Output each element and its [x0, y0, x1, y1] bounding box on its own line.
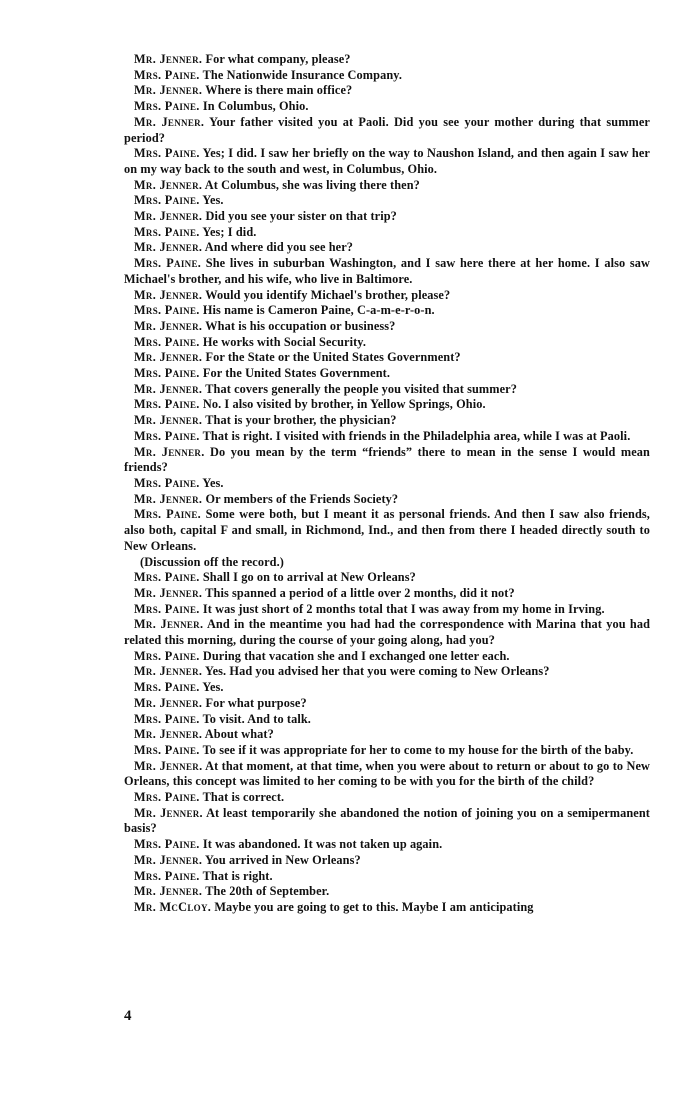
testimony-paragraph: [124, 743, 650, 759]
speech-text: At that moment, at that time, when you were about to return or about to go to New Orleans, this concept was limited to her coming to be with you for the birth of the child?: [124, 758, 651, 789]
testimony-paragraph: [124, 240, 650, 256]
testimony-paragraph: [124, 303, 650, 319]
speech-text: That is right. I visited with friends in the Philadelphia area, while I was at Paoli.: [202, 428, 631, 443]
speech-text: She lives in suburban Washington, and I saw here there at her home. I also saw Michael's brother, and his wife, who live in Baltimore.: [124, 256, 650, 286]
testimony-paragraph: [124, 884, 650, 900]
testimony-paragraph: [124, 727, 650, 743]
testimony-paragraph: [124, 853, 650, 869]
speaker-name: Mr. Jenner.: [134, 52, 203, 66]
testimony-paragraph: [124, 664, 650, 680]
testimony-paragraph: [124, 680, 650, 696]
speaker-name: Mrs. Paine.: [134, 146, 200, 161]
speech-text: That covers generally the people you visited that summer?: [205, 381, 517, 396]
testimony-paragraph: [124, 570, 650, 586]
speech-text: Maybe you are going to get to this. Maybe I am anticipating: [214, 899, 534, 914]
speech-text: About what?: [204, 727, 274, 742]
speech-text: (Discussion off the record.): [140, 554, 284, 569]
testimony-paragraph: [124, 256, 650, 287]
testimony-paragraph: [124, 696, 650, 712]
speech-text: To see if it was appropriate for her to come to my house for the birth of the baby.: [202, 742, 634, 757]
testimony-paragraph: [124, 99, 650, 115]
speaker-name: Mr. Jenner.: [134, 381, 203, 396]
speaker-name: Mr. McCloy.: [134, 899, 212, 914]
speaker-name: Mrs. Paine.: [134, 742, 200, 757]
testimony-paragraph: [124, 586, 650, 602]
speech-text: That is your brother, the physician?: [205, 413, 397, 428]
speech-text: That is correct.: [202, 790, 285, 805]
speaker-name: Mr. Jenner.: [134, 350, 203, 365]
speech-text: He works with Social Security.: [202, 334, 367, 349]
transcript-page: [124, 52, 650, 916]
speech-text: Would you identify Michael's brother, please?: [205, 287, 451, 302]
testimony-paragraph: [124, 52, 650, 68]
speech-text: Yes.: [202, 680, 224, 695]
speech-text: Do you mean by the term “friends” there to mean in the sense I would mean friends?: [124, 444, 650, 475]
speech-text: Yes; I did.: [202, 224, 257, 239]
speaker-name: Mrs. Paine.: [134, 303, 200, 318]
speaker-name: Mr. Jenner.: [134, 491, 203, 506]
speech-text: This spanned a period of a little over 2 months, did it not?: [205, 585, 515, 600]
speaker-name: Mr. Jenner.: [134, 177, 203, 192]
record-note: [124, 555, 650, 571]
testimony-paragraph: [124, 397, 650, 413]
testimony-paragraph: [124, 759, 650, 790]
testimony-paragraph: [124, 900, 650, 916]
speaker-name: Mrs. Paine.: [134, 67, 200, 82]
speaker-name: Mr. Jenner.: [134, 114, 205, 129]
speech-text: Where is there main office?: [205, 83, 353, 98]
speaker-name: Mrs. Paine.: [134, 99, 200, 114]
speech-text: Yes; I did. I saw her briefly on the way to Naushon Island, and then again I saw her on my way back to the south and west, in Columbus, Ohio.: [124, 146, 650, 176]
speaker-name: Mr. Jenner.: [134, 617, 204, 632]
testimony-paragraph: [124, 492, 650, 508]
speaker-name: Mr. Jenner.: [134, 852, 203, 867]
speech-text: No. I also visited by brother, in Yellow Springs, Ohio.: [202, 397, 486, 412]
speech-text: It was just short of 2 months total that I was away from my home in Irving.: [202, 601, 605, 616]
speech-text: And in the meantime you had had the correspondence with Marina that you had related this morning, during the course of your going along, had you?: [124, 617, 651, 648]
testimony-paragraph: [124, 602, 650, 618]
speaker-name: Mr. Jenner.: [134, 287, 203, 302]
speech-text: For what purpose?: [205, 695, 307, 710]
testimony-paragraph: [124, 869, 650, 885]
testimony-paragraph: [124, 617, 650, 648]
testimony-paragraph: [124, 68, 650, 84]
speaker-name: Mr. Jenner.: [134, 209, 203, 224]
speaker-name: Mrs. Paine.: [134, 428, 200, 443]
speaker-name: Mr. Jenner.: [134, 727, 203, 742]
speaker-name: Mrs. Paine.: [134, 475, 200, 490]
speech-text: During that vacation she and I exchanged one letter each.: [202, 648, 510, 663]
testimony-paragraph: [124, 806, 650, 837]
speaker-name: Mr. Jenner.: [134, 413, 203, 428]
speaker-name: Mrs. Paine.: [134, 397, 200, 412]
speaker-name: Mrs. Paine.: [134, 507, 202, 522]
speaker-name: Mrs. Paine.: [134, 256, 202, 271]
speaker-name: Mr. Jenner.: [134, 444, 205, 459]
speech-text: For the United States Government.: [202, 366, 391, 381]
speaker-name: Mrs. Paine.: [134, 601, 200, 616]
testimony-paragraph: [124, 350, 650, 366]
speech-text: Or members of the Friends Society?: [205, 491, 399, 506]
testimony-paragraph: [124, 366, 650, 382]
speaker-name: Mrs. Paine.: [134, 224, 200, 239]
testimony-paragraph: [124, 413, 650, 429]
testimony-paragraph: [124, 225, 650, 241]
speech-text: Some were both, but I meant it as personal friends. And then I saw also friends, also both, capital F and small, in Richmond, Ind., and then from there I headed directly south to New Orleans.: [124, 507, 650, 553]
testimony-paragraph: [124, 193, 650, 209]
speaker-name: Mr. Jenner.: [134, 240, 203, 255]
testimony-paragraph: [124, 146, 650, 177]
speech-text: And where did you see her?: [204, 240, 354, 255]
testimony-paragraph: [124, 476, 650, 492]
testimony-paragraph: [124, 445, 650, 476]
speaker-name: Mr. Jenner.: [134, 695, 203, 710]
speech-text: It was abandoned. It was not taken up again.: [202, 837, 443, 852]
testimony-paragraph: [124, 649, 650, 665]
speaker-name: Mr. Jenner.: [134, 83, 203, 98]
testimony-paragraph: [124, 382, 650, 398]
testimony-paragraph: [124, 837, 650, 853]
page-number: 4: [124, 1008, 132, 1024]
testimony-paragraph: [124, 335, 650, 351]
speaker-name: Mrs. Paine.: [134, 648, 200, 663]
speaker-name: Mrs. Paine.: [134, 193, 200, 208]
speech-text: Your father visited you at Paoli. Did you see your mother during that summer period?: [124, 114, 650, 145]
testimony-paragraph: [124, 712, 650, 728]
testimony-paragraph: [124, 83, 650, 99]
speech-text: Yes.: [202, 193, 224, 208]
speech-text: For the State or the United States Government?: [205, 350, 461, 365]
testimony-paragraph: [124, 115, 650, 146]
speech-text: The 20th of September.: [205, 884, 330, 899]
speech-text: Yes. Had you advised her that you were coming to New Orleans?: [205, 664, 550, 679]
speaker-name: Mrs. Paine.: [134, 680, 200, 695]
testimony-paragraph: [124, 178, 650, 194]
speaker-name: Mrs. Paine.: [134, 366, 200, 381]
speech-text: At least temporarily she abandoned the notion of joining you on a semipermanent basis?: [124, 805, 650, 836]
speech-text: Did you see your sister on that trip?: [205, 209, 397, 224]
speaker-name: Mrs. Paine.: [134, 837, 200, 852]
speaker-name: Mr. Jenner.: [134, 805, 203, 820]
speaker-name: Mrs. Paine.: [134, 790, 200, 805]
speech-text: To visit. And to talk.: [202, 711, 311, 726]
speaker-name: Mrs. Paine.: [134, 711, 200, 726]
speech-text: What is his occupation or business?: [205, 318, 396, 333]
speech-text: The Nationwide Insurance Company.: [202, 67, 403, 82]
speaker-name: Mr. Jenner.: [134, 664, 203, 679]
speaker-name: Mrs. Paine.: [134, 334, 200, 349]
speech-text: For what company, please?: [205, 52, 351, 66]
speech-text: You arrived in New Orleans?: [205, 852, 361, 867]
speech-text: At Columbus, she was living there then?: [204, 177, 420, 192]
speech-text: That is right.: [202, 868, 273, 883]
testimony-paragraph: [124, 319, 650, 335]
testimony-paragraph: [124, 790, 650, 806]
speech-text: In Columbus, Ohio.: [202, 99, 309, 114]
speech-text: Shall I go on to arrival at New Orleans?: [202, 570, 416, 585]
speech-text: His name is Cameron Paine, C-a-m-e-r-o-n.: [202, 303, 435, 318]
speech-text: Yes.: [202, 475, 224, 490]
speaker-name: Mr. Jenner.: [134, 585, 203, 600]
speaker-name: Mr. Jenner.: [134, 758, 203, 773]
speaker-name: Mrs. Paine.: [134, 868, 200, 883]
speaker-name: Mr. Jenner.: [134, 884, 203, 899]
testimony-paragraph: [124, 507, 650, 554]
testimony-paragraph: [124, 429, 650, 445]
speaker-name: Mrs. Paine.: [134, 570, 200, 585]
testimony-paragraph: [124, 209, 650, 225]
speaker-name: Mr. Jenner.: [134, 318, 203, 333]
testimony-paragraph: [124, 288, 650, 304]
